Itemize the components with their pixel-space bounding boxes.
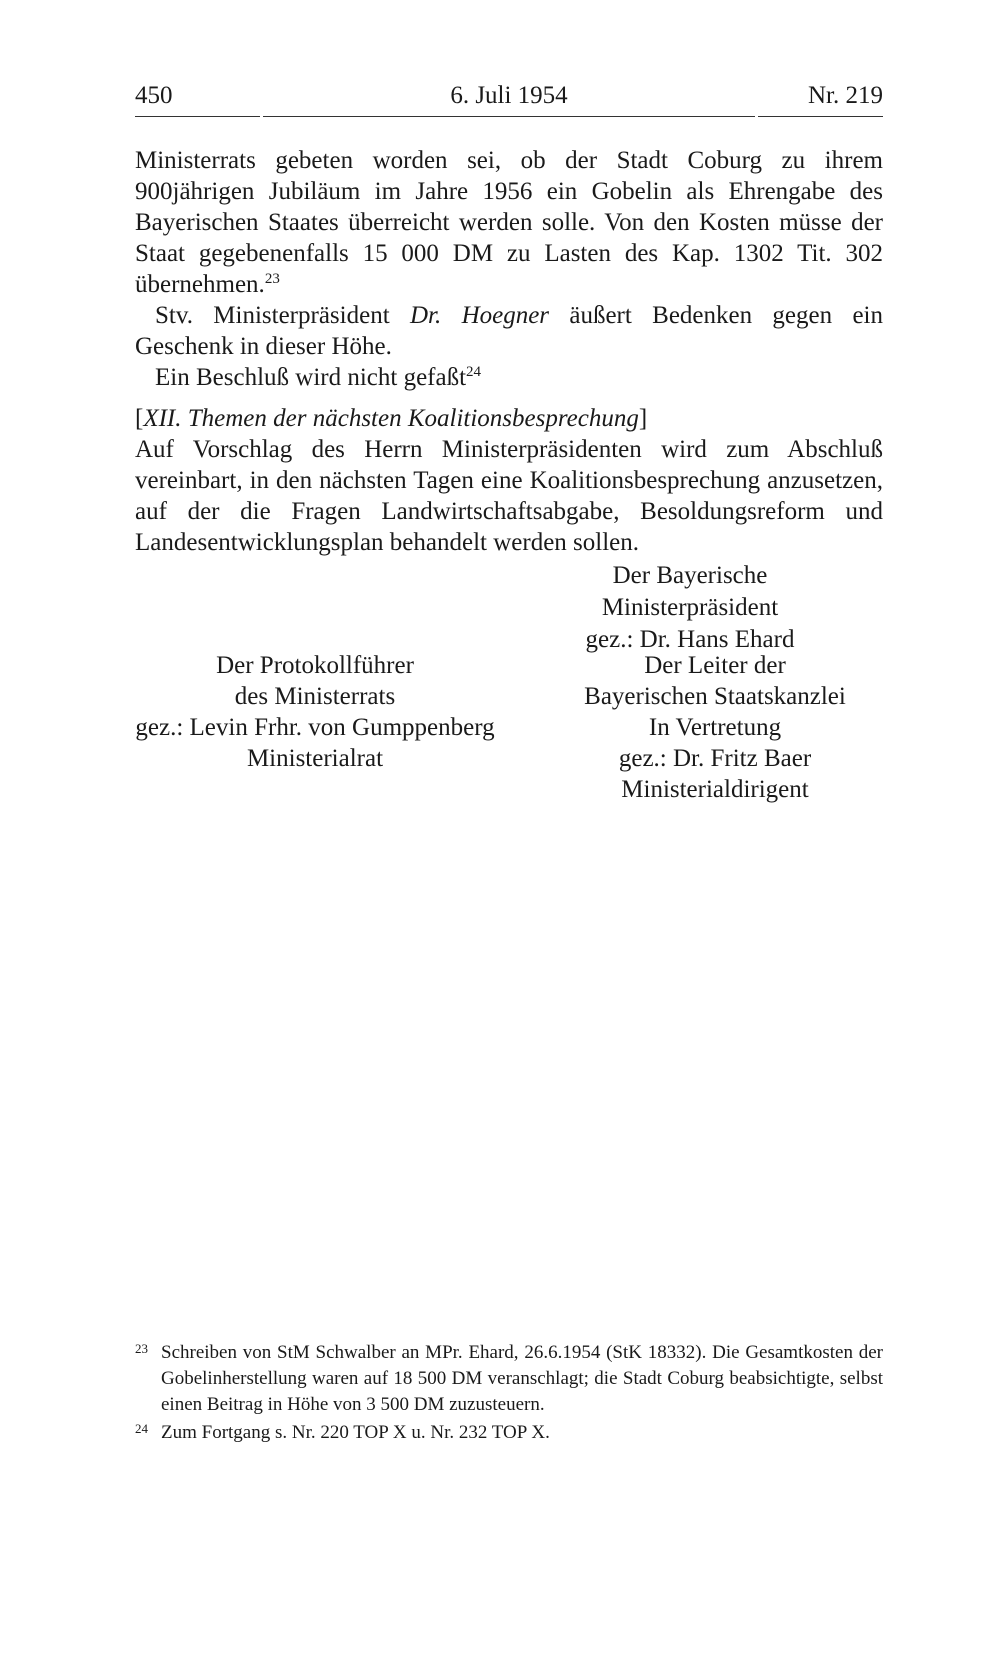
signature-title: Der Bayerische Ministerpräsident [601,562,779,621]
running-head [135,80,883,120]
paragraph-coalition [135,434,883,558]
heading-bracket-open: [ [135,405,144,432]
signature-name: gez.: Dr. Hans Ehard [585,626,795,653]
section-heading-text: XII. Themen der nächsten Koalitionsbesprechung [143,405,639,432]
paragraph-resolution [135,362,883,393]
footnote-text: Zum Fortgang s. Nr. 220 TOP X u. Nr. 232 TOP X. [161,1422,550,1443]
body-text [135,145,883,558]
signature-recorder [135,650,495,774]
signature-title: Der Protokollführer [216,652,414,679]
signature-subtitle: des Ministerrats [234,683,396,710]
signature-name: gez.: Dr. Fritz Baer [618,745,812,772]
signature-rank: Ministerialrat [246,745,384,772]
header-date: 6. Juli 1954 [450,82,568,109]
signature-chancellery-head [555,650,875,805]
footnote-text: Schreiben von StM Schwalber an MPr. Ehard, 26.6.1954 (StK 18332). Die Gesamtkosten der Gobelinherstellung waren auf 18 500 DM veranschlagt; die Stadt Coburg beabsichtigte, selbst einen Beitrag in Höhe von 3 500 DM zuzusteuern. [161,1342,883,1415]
heading-bracket-close: ] [638,405,648,432]
paragraph-gobelin-text: Ministerrats gebeten worden sei, ob der Stadt Coburg zu ihrem 900jährigen Jubiläum im Jahre 1956 ein Gobelin als Ehrengabe des Bayerischen Staates überreicht werden solle. Von den Kosten müsse der Staat gegebenenfalls 15 000 DM zu Lasten des Kap. 1302 Tit. 302 übernehmen. [135,147,883,298]
paragraph-coalition-text: Auf Vorschlag des Herrn Ministerpräsidenten wird zum Abschluß vereinbart, in den nächsten Tagen eine Koalitionsbesprechung anzusetzen, auf der die Fragen Landwirtschaftsabgabe, Besoldungsreform und Landesentwicklungsplan behandelt werden sollen. [135,436,883,556]
document-page [135,0,883,1666]
header-rule-right [758,116,883,117]
paragraph-hoegner [135,300,883,362]
footnote-ref-24[interactable]: 24 [466,364,482,380]
footnote-mark: 23 [135,1341,148,1356]
signature-name: gez.: Levin Frhr. von Gumppenberg [135,714,495,741]
footnote-24 [135,1420,883,1446]
person-name: Dr. Hoegner [409,302,550,329]
paragraph-resolution-text: Ein Beschluß wird nicht gefaßt [155,364,467,391]
paragraph-hoegner-after: äußert Bedenken gegen ein Geschenk in dieser Höhe. [135,302,883,360]
signature-subtitle: Bayerischen Staatskanzlei [584,683,846,710]
header-rule-left [135,116,260,117]
signature-deputy-note: In Vertretung [648,714,782,741]
header-rule-center [263,116,755,117]
paragraph-gobelin [135,145,883,300]
signature-rank: Ministerialdirigent [621,776,809,803]
signature-minister-president [525,560,855,656]
footnotes [135,1340,883,1448]
footnote-mark: 24 [135,1421,148,1436]
paragraph-hoegner-before: Stv. Ministerpräsident [155,302,410,329]
footnote-23 [135,1340,883,1418]
section-heading [135,403,883,434]
page-number: 450 [135,82,173,109]
signature-title: Der Leiter der [644,652,786,679]
document-number: Nr. 219 [808,82,883,109]
footnote-ref-23[interactable]: 23 [264,271,280,287]
